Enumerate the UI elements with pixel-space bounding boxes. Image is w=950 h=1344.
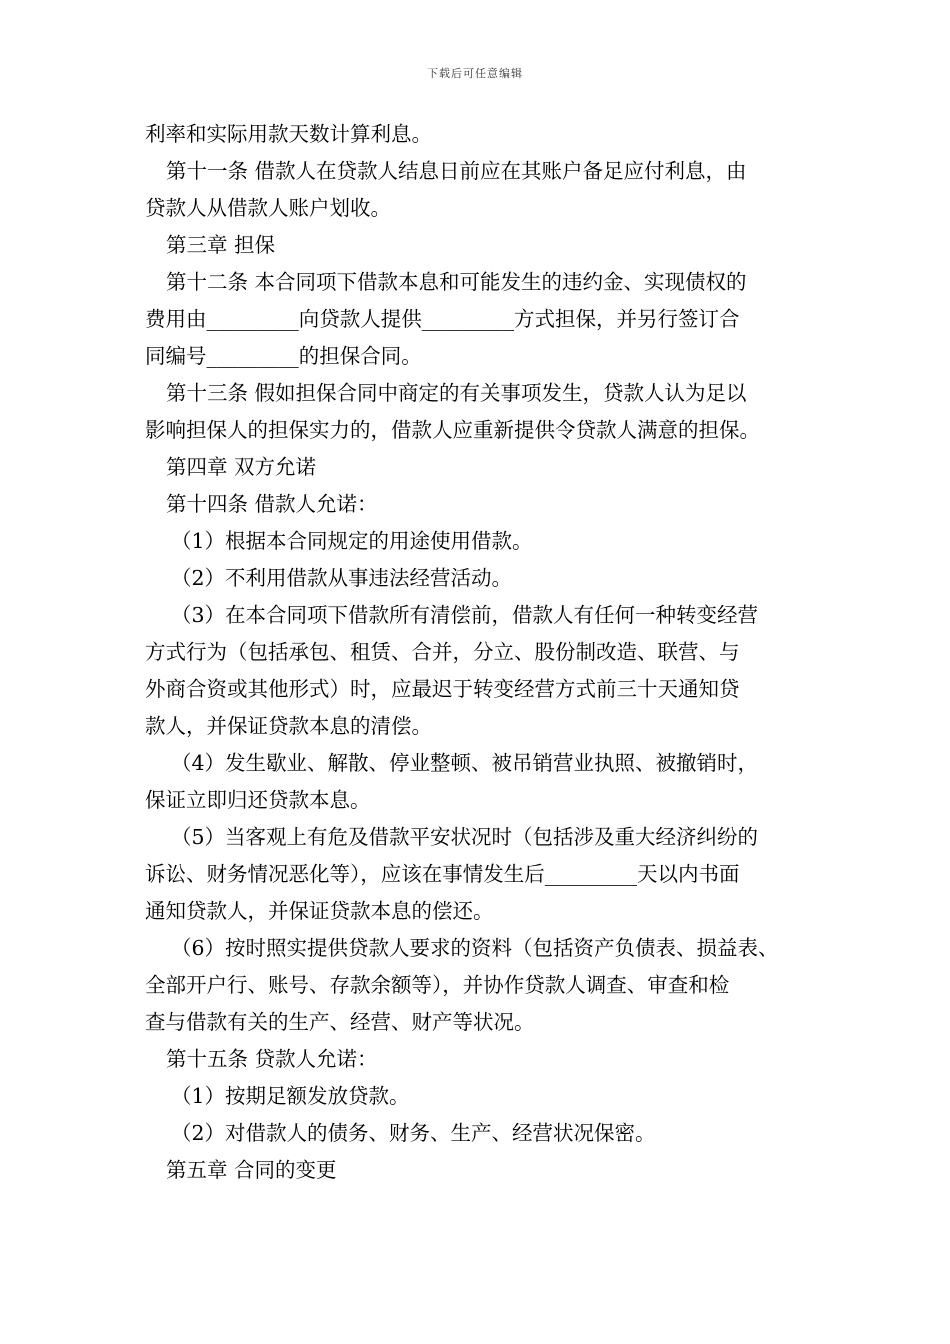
text-line: 第三章 担保 — [166, 233, 276, 257]
page-header: 下载后可任意编辑 — [427, 67, 523, 80]
text-line: （2）不利用借款从事违法经营活动。 — [171, 566, 513, 590]
text-line: 第十一条 借款人在贷款人结息日前应在其账户备足应付利息，由 — [166, 159, 747, 183]
document-body — [145, 116, 815, 1189]
text-line: 第十三条 假如担保合同中商定的有关事项发生，贷款人认为足以 — [166, 381, 747, 405]
text-line: 同编号_________的担保合同。 — [145, 344, 422, 368]
text-line: （3）在本合同项下借款所有清偿前，借款人有任何一种转变经营 — [171, 603, 759, 627]
text-line: 费用由_________向贷款人提供_________方式担保，并另行签订合 — [145, 307, 740, 331]
text-line: （5）当客观上有危及借款平安状况时（包括涉及重大经济纠纷的 — [171, 825, 759, 849]
text-line: 贷款人从借款人账户划收。 — [145, 196, 391, 220]
text-line: （2）对借款人的债务、财务、生产、经营状况保密。 — [171, 1121, 656, 1145]
text-line: 影响担保人的担保实力的，借款人应重新提供令贷款人满意的担保。 — [145, 418, 760, 442]
text-line: 方式行为（包括承包、租赁、合并，分立、股份制改造、联营、与 — [145, 640, 740, 664]
text-line: 全部开户行、账号、存款余额等），并协作贷款人调查、审查和检 — [145, 973, 730, 997]
text-line: 第五章 合同的变更 — [166, 1158, 337, 1182]
text-line: （4）发生歇业、解散、停业整顿、被吊销营业执照、被撤销时， — [171, 751, 759, 775]
text-line: 第十二条 本合同项下借款本息和可能发生的违约金、实现债权的 — [166, 270, 747, 294]
text-line: 查与借款有关的生产、经营、财产等状况。 — [145, 1010, 535, 1034]
text-line: 通知贷款人，并保证贷款本息的偿还。 — [145, 899, 494, 923]
text-line: 保证立即归还贷款本息。 — [145, 788, 371, 812]
text-line: 诉讼、财务情况恶化等），应该在事情发生后_________天以内书面 — [145, 862, 740, 886]
text-line: 款人，并保证贷款本息的清偿。 — [145, 714, 432, 738]
text-line: 第十五条 贷款人允诺： — [166, 1047, 378, 1071]
text-line: 第十四条 借款人允诺： — [166, 492, 378, 516]
text-line: 第四章 双方允诺 — [166, 455, 317, 479]
text-line: （6）按时照实提供贷款人要求的资料（包括资产负债表、损益表、 — [171, 936, 779, 960]
text-line: 外商合资或其他形式）时，应最迟于转变经营方式前三十天通知贷 — [145, 677, 740, 701]
text-line: 利率和实际用款天数计算利息。 — [145, 122, 432, 146]
text-line: （1）根据本合同规定的用途使用借款。 — [171, 529, 533, 553]
text-line: （1）按期足额发放贷款。 — [171, 1084, 410, 1108]
